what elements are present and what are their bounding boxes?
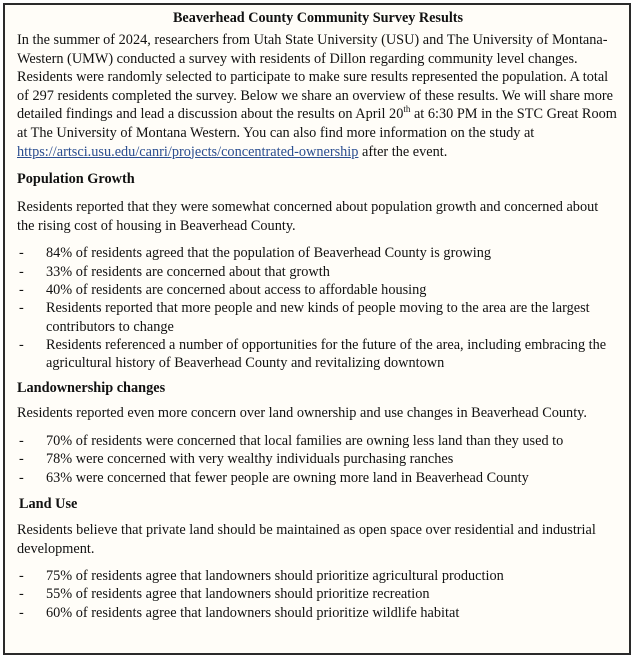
list-item: - 70% of residents were concerned that local families are owning less land than they used to xyxy=(17,432,619,450)
section-heading: Land Use xyxy=(19,495,78,512)
section-landownership-changes xyxy=(17,379,619,486)
study-link[interactable]: https://artsci.usu.edu/canri/projects/concentrated-ownership xyxy=(17,143,359,160)
bullet-list xyxy=(17,432,619,487)
list-item: - 78% were concerned with very wealthy individuals purchasing ranches xyxy=(17,450,619,468)
list-item: - 55% of residents agree that landowners should prioritize recreation xyxy=(17,585,619,603)
intro-text-1: In the summer of 2024, researchers from Utah State University (USU) and The University of Montana-Western (UMW) conducted a survey with residents of Dillon regarding community level changes. Residents were randomly selected to participate to make sure results represented the population. A total of 297 residents completed the survey. Below we share an overview of these results. We will share more detailed findings and lead a discussion about the results on April 20 xyxy=(17,32,613,123)
intro-paragraph xyxy=(17,31,619,161)
page-title: Beaverhead County Community Survey Results xyxy=(172,10,464,26)
list-item: - Residents reported that more people and new kinds of people moving to the area are the largest contributors to change xyxy=(17,299,619,336)
section-summary: Residents reported that they were somewhat concerned about population growth and concerned about the rising cost of housing in Beaverhead County. xyxy=(17,199,599,234)
section-population-growth xyxy=(17,170,619,372)
survey-document xyxy=(3,3,631,655)
section-summary: Residents believe that private land should be maintained as open space over residential and industrial development. xyxy=(17,521,596,557)
section-heading: Population Growth xyxy=(17,171,135,188)
section-heading: Landownership changes xyxy=(17,380,166,397)
list-item: - 40% of residents are concerned about access to affordable housing xyxy=(17,281,619,299)
list-item: - 60% of residents agree that landowners should prioritize wildlife habitat xyxy=(17,604,619,622)
intro-text-2: at 6:30 PM in the STC Great Room at The University of Montana Western. You can also find more information on the study at xyxy=(17,106,617,141)
bullet-list xyxy=(17,244,619,372)
list-item: - 84% of residents agreed that the population of Beaverhead County is growing xyxy=(17,244,619,262)
list-item: - 75% of residents agree that landowners should prioritize agricultural production xyxy=(17,567,619,585)
list-item: - Residents referenced a number of opportunities for the future of the area, including embracing the agricultural history of Beaverhead County and revitalizing downtown xyxy=(17,336,619,373)
document-body xyxy=(17,10,619,622)
intro-text-3: after the event. xyxy=(358,143,448,160)
bullet-list xyxy=(17,567,619,622)
ordinal-suffix: th xyxy=(403,104,411,115)
section-land-use xyxy=(17,495,619,622)
list-item: - 33% of residents are concerned about that growth xyxy=(17,263,619,281)
section-summary: Residents reported even more concern over land ownership and use changes in Beaverhead County. xyxy=(17,405,587,422)
list-item: - 63% were concerned that fewer people are owning more land in Beaverhead County xyxy=(17,469,619,487)
